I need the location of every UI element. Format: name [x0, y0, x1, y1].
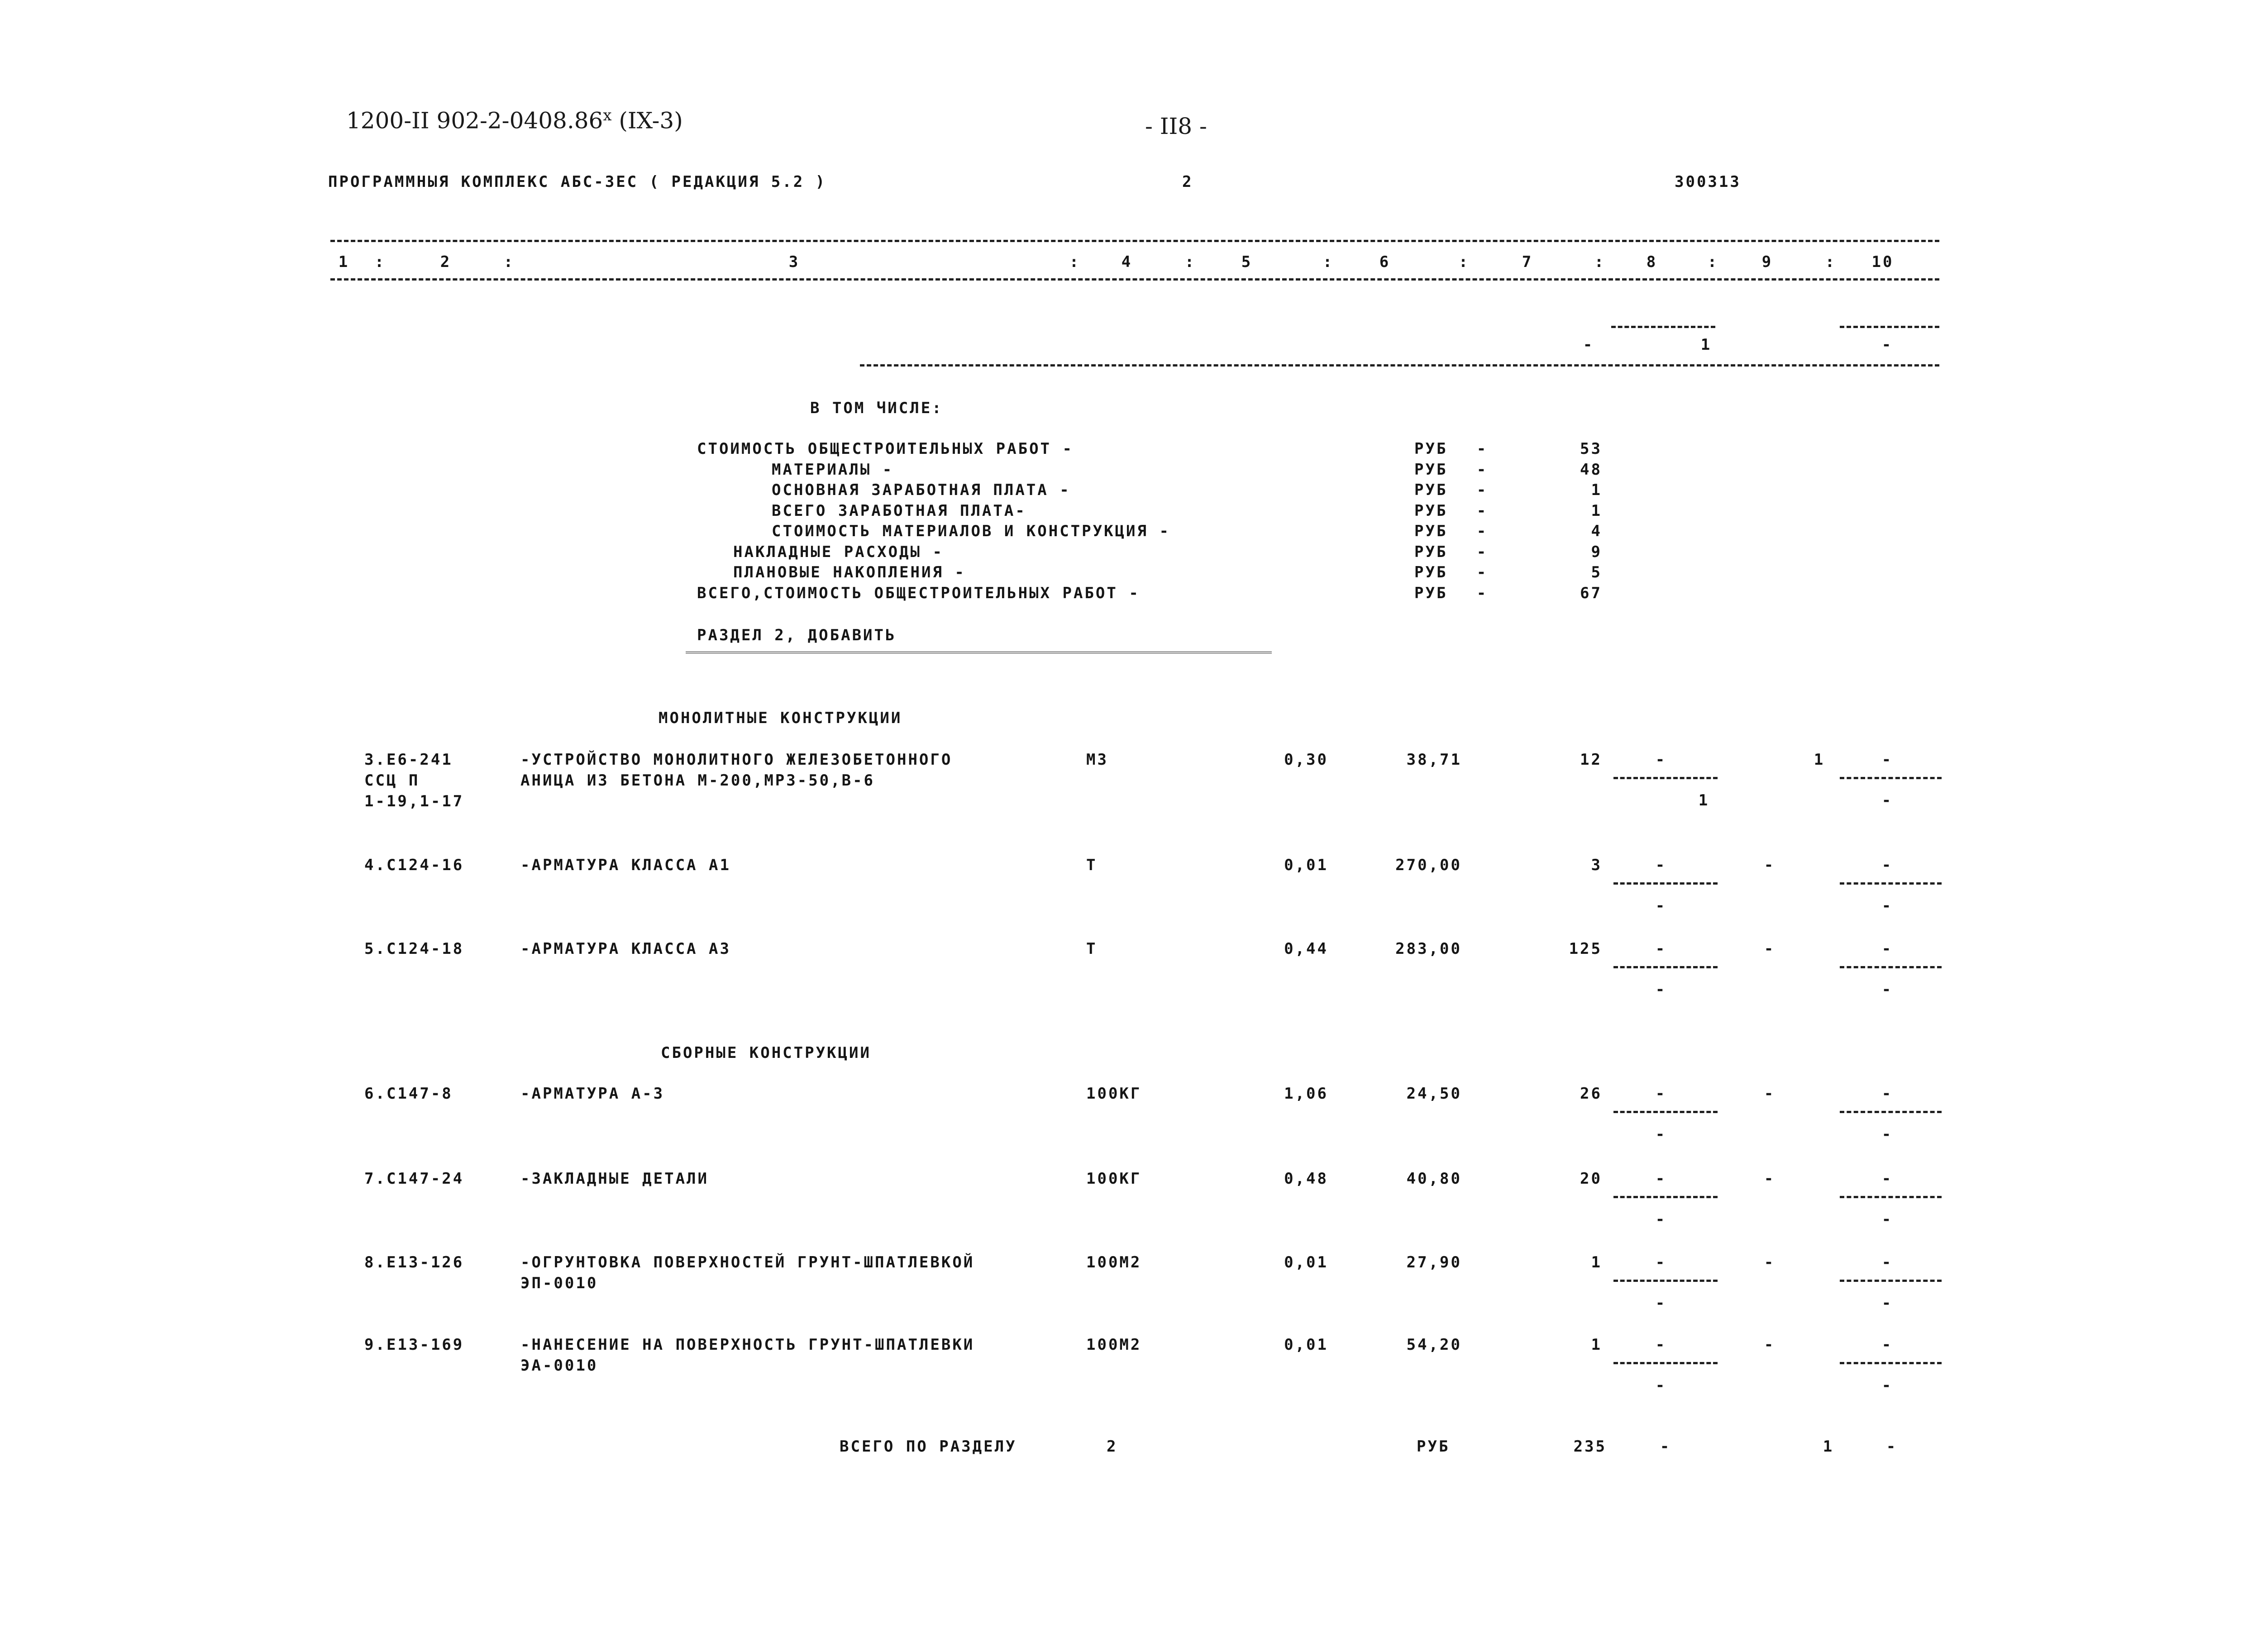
column-header-4: 4	[1121, 253, 1133, 271]
row-c8-dash	[1613, 777, 1718, 779]
row-c9: -	[1764, 856, 1775, 874]
row-c8-dash	[1613, 1111, 1718, 1113]
row-c8-bottom: -	[1655, 897, 1667, 915]
row-c10-top: -	[1881, 1170, 1893, 1188]
column-separator-9: :	[1825, 253, 1837, 271]
row-code: 3.Е6-241	[364, 751, 453, 769]
total-section: 2	[1107, 1438, 1118, 1456]
row-code: 8.Е13-126	[364, 1253, 464, 1271]
row-code: 5.С124-18	[364, 940, 464, 958]
subtotal-value: 4	[1591, 522, 1602, 540]
row-price: 270,00	[1395, 856, 1462, 874]
row-c8-top: -	[1655, 940, 1667, 958]
row-code: 1-19,1-17	[364, 792, 464, 810]
document-code: 300313	[1675, 173, 1741, 191]
header-bottom-rule	[330, 278, 1939, 281]
row-c10-top: -	[1881, 751, 1893, 769]
row-quantity: 0,30	[1284, 751, 1328, 769]
total-unit: РУБ	[1417, 1438, 1450, 1456]
row-price: 24,50	[1406, 1085, 1462, 1103]
total-label: ВСЕГО ПО РАЗДЕЛУ	[840, 1438, 1017, 1456]
subtotal-value: 53	[1580, 440, 1602, 458]
row-c10-top: -	[1881, 1336, 1893, 1354]
column-separator-4: :	[1184, 253, 1196, 271]
carry-dash-c10	[1840, 326, 1939, 328]
row-c8-dash	[1613, 882, 1718, 885]
document-id	[346, 106, 683, 134]
row-code: 4.С124-16	[364, 856, 464, 874]
row-c7: 125	[1569, 940, 1602, 958]
row-c10-top: -	[1881, 1253, 1893, 1271]
section-underline	[686, 652, 1272, 653]
row-unit: 100КГ	[1086, 1085, 1142, 1103]
group-heading-monolithic: МОНОЛИТНЫЕ КОНСТРУКЦИИ	[659, 709, 902, 727]
row-c7: 3	[1591, 856, 1602, 874]
row-code: 7.С147-24	[364, 1170, 464, 1188]
row-c10-bottom: -	[1881, 791, 1893, 809]
subtotal-value: 9	[1591, 543, 1602, 561]
row-code: 6.С147-8	[364, 1085, 453, 1103]
column-separator-8: :	[1707, 253, 1719, 271]
column-header-10: 10	[1871, 253, 1894, 271]
row-c10-dash	[1840, 777, 1942, 779]
column-header-9: 9	[1761, 253, 1773, 271]
row-price: 283,00	[1395, 940, 1462, 958]
row-quantity: 0,44	[1284, 940, 1328, 958]
subtotal-unit: РУБ	[1414, 440, 1448, 458]
subtotal-sep: -	[1476, 481, 1488, 499]
row-code: ССЦ П	[364, 771, 420, 790]
subtotal-sep: -	[1476, 522, 1488, 540]
row-c10-dash	[1840, 1196, 1942, 1198]
subtotal-sep: -	[1476, 584, 1488, 602]
document-id-main: 1200-II 902-2-0408.86	[346, 107, 603, 134]
subtotal-unit: РУБ	[1414, 563, 1448, 581]
row-price: 27,90	[1406, 1253, 1462, 1271]
column-separator-5: :	[1322, 253, 1334, 271]
row-c8-dash	[1613, 966, 1718, 968]
row-c8-bottom: -	[1655, 1294, 1667, 1312]
column-separator-1: :	[374, 253, 386, 271]
subtotal-label: ОСНОВНАЯ ЗАРАБОТНАЯ ПЛАТА -	[772, 481, 1071, 499]
row-description: -НАНЕСЕНИЕ НА ПОВЕРХНОСТЬ ГРУНТ-ШПАТЛЕВКИ	[520, 1336, 975, 1354]
row-description: -АРМАТУРА КЛАССА А3	[520, 940, 731, 958]
row-c9: -	[1764, 940, 1775, 958]
subtotal-sep: -	[1476, 543, 1488, 561]
column-separator-3: :	[1069, 253, 1081, 271]
subtotal-label: ВСЕГО,СТОИМОСТЬ ОБЩЕСТРОИТЕЛЬНЫХ РАБОТ -	[697, 584, 1140, 602]
row-price: 38,71	[1406, 751, 1462, 769]
carry-dash-c8	[1611, 326, 1715, 328]
document-id-superscript: x	[603, 106, 612, 124]
subtotal-unit: РУБ	[1414, 460, 1448, 479]
subtotal-unit: РУБ	[1414, 543, 1448, 561]
row-c10-bottom: -	[1881, 1376, 1893, 1395]
column-header-6: 6	[1379, 253, 1391, 271]
row-c10-dash	[1840, 1280, 1942, 1282]
row-c8-bottom: -	[1655, 1125, 1667, 1143]
row-c10-dash	[1840, 1111, 1942, 1113]
row-quantity: 0,01	[1284, 856, 1328, 874]
subtotal-unit: РУБ	[1414, 584, 1448, 602]
page-number: - II8 -	[1145, 113, 1207, 139]
row-c9: -	[1764, 1085, 1775, 1103]
column-separator-7: :	[1594, 253, 1606, 271]
row-c8-top: -	[1655, 1085, 1667, 1103]
header-top-rule	[330, 240, 1939, 242]
row-quantity: 1,06	[1284, 1085, 1328, 1103]
subtotal-label: СТОИМОСТЬ МАТЕРИАЛОВ И КОНСТРУКЦИЯ -	[772, 522, 1170, 540]
row-unit: М3	[1086, 751, 1108, 769]
subtotal-label: ПЛАНОВЫЕ НАКОПЛЕНИЯ -	[733, 563, 966, 581]
subtotal-label: НАКЛАДНЫЕ РАСХОДЫ -	[733, 543, 944, 561]
row-c8-top: -	[1655, 751, 1667, 769]
row-description: ЭА-0010	[520, 1357, 598, 1375]
column-header-8: 8	[1646, 253, 1658, 271]
row-c7: 20	[1580, 1170, 1602, 1188]
row-c10-bottom: -	[1881, 1125, 1893, 1143]
row-c8-top: -	[1655, 856, 1667, 874]
subtotal-value: 1	[1591, 501, 1602, 520]
subtotal-sep: -	[1476, 440, 1488, 458]
row-description: -ОГРУНТОВКА ПОВЕРХНОСТЕЙ ГРУНТ-ШПАТЛЕВКОЙ	[520, 1253, 975, 1271]
subtotal-value: 5	[1591, 563, 1602, 581]
document-id-suffix: (IX-3)	[611, 107, 683, 134]
row-c10-bottom: -	[1881, 1210, 1893, 1228]
row-c10-top: -	[1881, 1085, 1893, 1103]
group-heading-precast: СБОРНЫЕ КОНСТРУКЦИИ	[661, 1044, 871, 1062]
carry-c7: -	[1583, 336, 1594, 354]
row-price: 54,20	[1406, 1336, 1462, 1354]
subtotal-value: 48	[1580, 460, 1602, 479]
row-description: -АРМАТУРА КЛАССА А1	[520, 856, 731, 874]
subtotal-label: СТОИМОСТЬ ОБЩЕСТРОИТЕЛЬНЫХ РАБОТ -	[697, 440, 1074, 458]
row-c7: 1	[1591, 1253, 1602, 1271]
row-c7: 12	[1580, 751, 1602, 769]
row-description: -УСТРОЙСТВО МОНОЛИТНОГО ЖЕЛЕЗОБЕТОННОГО	[520, 751, 953, 769]
row-c10-dash	[1840, 966, 1942, 968]
total-c9: 1	[1823, 1438, 1834, 1456]
subtotal-value: 1	[1591, 481, 1602, 499]
subtotal-label: МАТЕРИАЛЫ -	[772, 460, 894, 479]
row-description: АНИЦА ИЗ БЕТОНА М-200,МРЗ-50,В-6	[520, 771, 875, 790]
section-title: РАЗДЕЛ 2, ДОБАВИТЬ	[697, 626, 897, 644]
subtotal-unit: РУБ	[1414, 501, 1448, 520]
carry-c8: 1	[1700, 336, 1712, 354]
row-c8-bottom: -	[1655, 981, 1667, 999]
row-c10-dash	[1840, 882, 1942, 885]
row-c10-top: -	[1881, 856, 1893, 874]
row-quantity: 0,01	[1284, 1336, 1328, 1354]
column-header-1: 1	[338, 253, 350, 271]
row-c9: -	[1764, 1253, 1775, 1271]
subtotal-sep: -	[1476, 563, 1488, 581]
row-c7: 1	[1591, 1336, 1602, 1354]
column-header-3: 3	[788, 253, 800, 271]
row-description: -ЗАКЛАДНЫЕ ДЕТАЛИ	[520, 1170, 709, 1188]
row-c9: -	[1764, 1170, 1775, 1188]
subtotal-heading: В ТОМ ЧИСЛЕ:	[810, 399, 943, 417]
row-unit: 100КГ	[1086, 1170, 1142, 1188]
row-c8-dash	[1613, 1280, 1718, 1282]
column-separator-6: :	[1458, 253, 1470, 271]
column-separator-2: :	[503, 253, 515, 271]
program-title: ПРОГРАММНЫЯ КОМПЛЕКС АБС-3ЕС ( РЕДАКЦИЯ 5.2 )	[328, 173, 827, 191]
total-c7: 235	[1573, 1438, 1607, 1456]
row-description: ЭП-0010	[520, 1274, 598, 1292]
row-c8-bottom: 1	[1698, 791, 1710, 809]
row-c10-bottom: -	[1881, 897, 1893, 915]
row-c8-top: -	[1655, 1170, 1667, 1188]
row-c8-bottom: -	[1655, 1376, 1667, 1395]
total-c10: -	[1886, 1438, 1898, 1456]
row-description: -АРМАТУРА А-3	[520, 1085, 665, 1103]
subtotal-value: 67	[1580, 584, 1602, 602]
row-code: 9.Е13-169	[364, 1336, 464, 1354]
row-c9: 1	[1814, 751, 1825, 769]
carry-c10: -	[1881, 336, 1893, 354]
column-header-5: 5	[1241, 253, 1253, 271]
row-c8-dash	[1613, 1362, 1718, 1364]
sheet-number: 2	[1182, 173, 1193, 191]
row-unit: 100М2	[1086, 1336, 1142, 1354]
row-c8-top: -	[1655, 1336, 1667, 1354]
subtotal-label: ВСЕГО ЗАРАБОТНАЯ ПЛАТА-	[772, 501, 1026, 520]
row-quantity: 0,01	[1284, 1253, 1328, 1271]
row-quantity: 0,48	[1284, 1170, 1328, 1188]
carry-rule	[860, 364, 1939, 367]
row-c8-bottom: -	[1655, 1210, 1667, 1228]
subtotal-unit: РУБ	[1414, 522, 1448, 540]
row-c10-dash	[1840, 1362, 1942, 1364]
row-c10-top: -	[1881, 940, 1893, 958]
row-c10-bottom: -	[1881, 981, 1893, 999]
column-header-7: 7	[1522, 253, 1533, 271]
total-c8: -	[1660, 1438, 1671, 1456]
row-c10-bottom: -	[1881, 1294, 1893, 1312]
subtotal-unit: РУБ	[1414, 481, 1448, 499]
row-unit: 100М2	[1086, 1253, 1142, 1271]
row-c8-dash	[1613, 1196, 1718, 1198]
subtotal-sep: -	[1476, 460, 1488, 479]
column-header-2: 2	[440, 253, 452, 271]
row-c9: -	[1764, 1336, 1775, 1354]
row-c8-top: -	[1655, 1253, 1667, 1271]
subtotal-sep: -	[1476, 501, 1488, 520]
row-unit: Т	[1086, 856, 1098, 874]
row-price: 40,80	[1406, 1170, 1462, 1188]
row-c7: 26	[1580, 1085, 1602, 1103]
row-unit: Т	[1086, 940, 1098, 958]
